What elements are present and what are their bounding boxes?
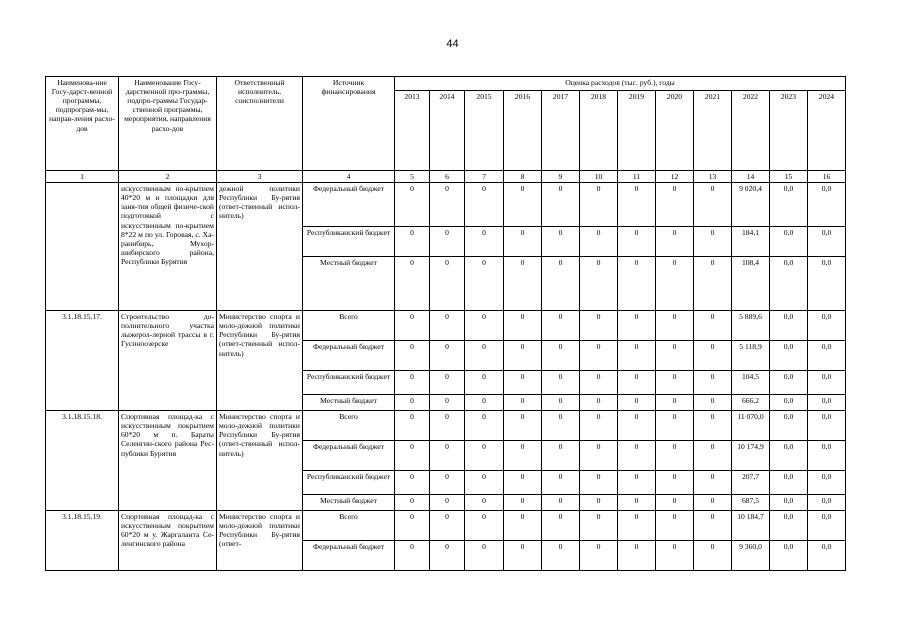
- expense-value: 0: [542, 411, 580, 441]
- expense-value: 0: [504, 257, 542, 311]
- expense-value: 0: [542, 495, 580, 511]
- expense-value: 0: [618, 511, 656, 541]
- expense-value: 687,5: [732, 495, 770, 511]
- activity-code: 3.1.18.15.19.: [46, 511, 119, 571]
- expense-value: 666,2: [732, 395, 770, 411]
- column-number: 11: [618, 171, 656, 183]
- expense-value: 0,0: [770, 395, 808, 411]
- expense-value: 0: [694, 471, 732, 495]
- expense-value: 0: [656, 411, 694, 441]
- expense-value: 0: [504, 183, 542, 227]
- expense-value: 11 070,0: [732, 411, 770, 441]
- expense-value: 0: [504, 441, 542, 471]
- expense-value: 0: [465, 495, 504, 511]
- expense-value: 0: [395, 227, 430, 257]
- activity-name: искусственным по-крытием 40*20 м и площадки для заня-тия общей физиче-ской подготовкой с искусственным по-крытием 8*22 м по ул. Горовая, с. Ха-ранибирь, Мухор-шибирского района, Республики Бурятия: [119, 183, 217, 311]
- expense-value: 0: [694, 395, 732, 411]
- funding-source: Всего: [303, 511, 395, 541]
- funding-source: Федеральный бюджет: [303, 183, 395, 227]
- column-number: 14: [732, 171, 770, 183]
- expense-value: 0,0: [808, 227, 846, 257]
- expense-value: 0,0: [770, 411, 808, 441]
- column-number: 13: [694, 171, 732, 183]
- expense-value: 0: [504, 541, 542, 571]
- expense-value: 0: [656, 257, 694, 311]
- funding-source: Всего: [303, 411, 395, 441]
- expense-value: 0: [542, 227, 580, 257]
- expense-value: 0: [580, 395, 618, 411]
- header-year: 2018: [580, 91, 618, 171]
- expense-value: 0: [694, 183, 732, 227]
- expense-value: 0,0: [770, 227, 808, 257]
- activity-code: [46, 183, 119, 311]
- expense-value: 0: [618, 471, 656, 495]
- expense-value: 0: [580, 411, 618, 441]
- expense-value: 0: [430, 341, 465, 371]
- expense-value: 0,0: [770, 341, 808, 371]
- column-number: 16: [808, 171, 846, 183]
- expense-value: 207,7: [732, 471, 770, 495]
- expense-value: 0: [395, 257, 430, 311]
- expense-value: 0,0: [808, 511, 846, 541]
- expense-value: 0,0: [808, 311, 846, 341]
- expense-value: 0: [430, 495, 465, 511]
- header-expense-estimate: Оценка расходов (тыс. руб.), годы: [395, 77, 846, 91]
- expense-value: 0,0: [808, 441, 846, 471]
- expense-value: 10 184,7: [732, 511, 770, 541]
- expense-value: 0: [618, 395, 656, 411]
- funding-source: Республиканский бюджет: [303, 371, 395, 395]
- expense-value: 0: [504, 411, 542, 441]
- expense-value: 0: [694, 541, 732, 571]
- column-number: 3: [217, 171, 303, 183]
- expense-value: 0: [580, 441, 618, 471]
- expense-value: 0: [504, 395, 542, 411]
- expense-value: 0: [504, 227, 542, 257]
- column-number: 4: [303, 171, 395, 183]
- header-funding-source: Источник финансирования: [303, 77, 395, 171]
- expense-value: 0: [580, 227, 618, 257]
- expense-value: 0: [465, 183, 504, 227]
- expense-value: 0: [395, 411, 430, 441]
- expense-value: 0: [542, 311, 580, 341]
- expense-value: 9 360,0: [732, 541, 770, 571]
- funding-source: Федеральный бюджет: [303, 541, 395, 571]
- column-number: 8: [504, 171, 542, 183]
- header-year: 2024: [808, 91, 846, 171]
- expense-value: 0: [430, 471, 465, 495]
- activity-name: Спортивная площад-ка с искусственным покрытием 60*20 м п. Бараты Селенгин-ского района Рес-публики Бурятия: [119, 411, 217, 511]
- expense-value: 184,1: [732, 227, 770, 257]
- activity-executor: дежной политики Республики Бу-рятия (ответ-ственный испол-нитель): [217, 183, 303, 311]
- expense-value: 0,0: [770, 541, 808, 571]
- header-year: 2014: [430, 91, 465, 171]
- expense-value: 0: [465, 257, 504, 311]
- expense-value: 0: [504, 495, 542, 511]
- expense-value: 0: [618, 411, 656, 441]
- expense-value: 9 020,4: [732, 183, 770, 227]
- table-row: [46, 311, 846, 341]
- expense-value: 0: [542, 341, 580, 371]
- expense-value: 0,0: [808, 371, 846, 395]
- expense-value: 0: [465, 227, 504, 257]
- expense-value: 0: [618, 227, 656, 257]
- expense-value: 0: [656, 183, 694, 227]
- expense-value: 0: [694, 257, 732, 311]
- expense-value: 0: [395, 371, 430, 395]
- table-row: [46, 411, 846, 441]
- expense-value: 0: [656, 341, 694, 371]
- expense-value: 0: [465, 541, 504, 571]
- expense-value: 0: [618, 183, 656, 227]
- expense-value: 0: [542, 511, 580, 541]
- column-number: 15: [770, 171, 808, 183]
- table-row: [46, 511, 846, 541]
- column-number: 2: [119, 171, 217, 183]
- expense-value: 10 174,9: [732, 441, 770, 471]
- expense-value: 0: [542, 471, 580, 495]
- expense-value: 0: [430, 183, 465, 227]
- expense-value: 0: [395, 395, 430, 411]
- expense-value: 5 118,9: [732, 341, 770, 371]
- expense-value: 0: [395, 541, 430, 571]
- expense-value: 0: [395, 495, 430, 511]
- funding-source: Федеральный бюджет: [303, 441, 395, 471]
- column-number: 7: [465, 171, 504, 183]
- expense-value: 0: [694, 227, 732, 257]
- expense-value: 0,0: [808, 257, 846, 311]
- table-row: [46, 183, 846, 227]
- expense-value: 0: [430, 541, 465, 571]
- expense-value: 0: [580, 341, 618, 371]
- expense-value: 0: [580, 495, 618, 511]
- expense-value: 0,0: [808, 183, 846, 227]
- expense-value: 0: [542, 441, 580, 471]
- header-executor: Ответственный исполнитель, соисполнители: [217, 77, 303, 171]
- expense-value: 0: [656, 511, 694, 541]
- expense-value: 0: [656, 395, 694, 411]
- expense-value: 0,0: [808, 541, 846, 571]
- expense-value: 0: [656, 371, 694, 395]
- activity-name: Строительство до-полнительного участка лыжерол-лерной трассы в г. Гусиноозерске: [119, 311, 217, 411]
- header-year: 2017: [542, 91, 580, 171]
- expense-value: 0: [618, 341, 656, 371]
- expense-value: 0: [656, 471, 694, 495]
- expense-value: 0: [694, 341, 732, 371]
- expense-value: 0: [395, 511, 430, 541]
- expense-value: 0: [580, 311, 618, 341]
- column-number: 12: [656, 171, 694, 183]
- expense-value: 0: [395, 471, 430, 495]
- header-year: 2021: [694, 91, 732, 171]
- expense-value: 0: [694, 311, 732, 341]
- expense-value: 0: [542, 371, 580, 395]
- activity-executor: Министерство спорта и моло-дежной политики Республики Бу-рятия (ответ-ственный испол-нитель): [217, 311, 303, 411]
- column-number: 5: [395, 171, 430, 183]
- expense-value: 5 889,6: [732, 311, 770, 341]
- column-number: 9: [542, 171, 580, 183]
- activity-code: 3.1.18.15.18.: [46, 411, 119, 511]
- expense-value: 0,0: [770, 371, 808, 395]
- expense-value: 0: [430, 371, 465, 395]
- expense-value: 0,0: [808, 495, 846, 511]
- expense-value: 0: [694, 511, 732, 541]
- activity-name: Спортивная площад-ка с искусственным покрытием 60*20 м у. Жаргаланта Се-ленгинского района: [119, 511, 217, 571]
- expense-value: 0: [618, 541, 656, 571]
- expense-value: 0: [694, 411, 732, 441]
- page-number: 44: [446, 38, 459, 50]
- funding-source: Местный бюджет: [303, 257, 395, 311]
- expense-value: 0: [430, 395, 465, 411]
- expense-value: 0: [395, 341, 430, 371]
- header-year: 2016: [504, 91, 542, 171]
- expense-value: 108,4: [732, 257, 770, 311]
- expense-value: 0: [618, 371, 656, 395]
- expense-value: 0: [656, 441, 694, 471]
- expense-value: 0: [465, 371, 504, 395]
- expense-value: 0: [542, 183, 580, 227]
- header-year: 2013: [395, 91, 430, 171]
- expense-value: 0: [504, 311, 542, 341]
- funding-source: Республиканский бюджет: [303, 471, 395, 495]
- expense-value: 0,0: [808, 395, 846, 411]
- expense-value: 0: [618, 495, 656, 511]
- expense-value: 0,0: [770, 511, 808, 541]
- expense-value: 0: [504, 471, 542, 495]
- expense-value: 0,0: [770, 495, 808, 511]
- expense-value: 0,0: [808, 341, 846, 371]
- expense-value: 0,0: [770, 441, 808, 471]
- expense-value: 0: [395, 441, 430, 471]
- expense-value: 0: [656, 541, 694, 571]
- expense-value: 0: [430, 411, 465, 441]
- header-year: 2022: [732, 91, 770, 171]
- expense-value: 0: [430, 257, 465, 311]
- expense-value: 0: [694, 495, 732, 511]
- activity-executor: Министерство спорта и моло-дежной политики Республики Бу-рятия (ответ-ственный испол-нитель): [217, 411, 303, 511]
- column-number: 6: [430, 171, 465, 183]
- expense-value: 0: [580, 511, 618, 541]
- funding-source: Местный бюджет: [303, 495, 395, 511]
- expense-value: 0: [504, 341, 542, 371]
- expense-value: 0: [465, 395, 504, 411]
- expense-value: 0: [580, 257, 618, 311]
- expense-value: 0: [504, 371, 542, 395]
- expense-value: 0: [542, 257, 580, 311]
- header-year: 2023: [770, 91, 808, 171]
- expense-value: 0,0: [770, 257, 808, 311]
- funding-source: Всего: [303, 311, 395, 341]
- column-number: 1: [46, 171, 119, 183]
- expense-value: 0,0: [770, 471, 808, 495]
- expense-value: 0: [465, 471, 504, 495]
- header-activity-name: Наименование Госу-дарственной про-граммы, подпро-граммы Государ-ственной программы, мероприятия, направления расхо-дов: [119, 77, 217, 171]
- expense-value: 0,0: [770, 183, 808, 227]
- expense-value: 0: [504, 511, 542, 541]
- expense-value: 0: [694, 441, 732, 471]
- expense-value: 0: [430, 441, 465, 471]
- expense-value: 0: [580, 471, 618, 495]
- activity-code: 3.1.18.15.17.: [46, 311, 119, 411]
- funding-source: Федеральный бюджет: [303, 341, 395, 371]
- expense-value: 0: [656, 227, 694, 257]
- expense-value: 104,5: [732, 371, 770, 395]
- expense-value: 0: [618, 441, 656, 471]
- activity-executor: Министерство спорта и моло-дежной политики Республики Бу-рятия (ответ-: [217, 511, 303, 571]
- expense-value: 0: [694, 371, 732, 395]
- funding-source: Местный бюджет: [303, 395, 395, 411]
- expense-value: 0,0: [770, 311, 808, 341]
- expense-value: 0: [465, 311, 504, 341]
- header-program-name: Наименова-ние Госу-дарст-венной программы, подпрограм-мы, направ-ления расхо-дов: [46, 77, 119, 171]
- budget-table: [45, 76, 846, 571]
- expense-value: 0: [430, 311, 465, 341]
- header-year: 2020: [656, 91, 694, 171]
- expense-value: 0: [465, 511, 504, 541]
- column-number: 10: [580, 171, 618, 183]
- expense-value: 0: [465, 411, 504, 441]
- expense-value: 0: [430, 511, 465, 541]
- expense-value: 0: [542, 395, 580, 411]
- expense-value: 0: [395, 311, 430, 341]
- expense-value: 0: [580, 541, 618, 571]
- expense-value: 0: [542, 541, 580, 571]
- expense-value: 0: [618, 311, 656, 341]
- header-year: 2019: [618, 91, 656, 171]
- expense-value: 0: [430, 227, 465, 257]
- funding-source: Республиканский бюджет: [303, 227, 395, 257]
- expense-value: 0: [656, 495, 694, 511]
- expense-value: 0,0: [808, 471, 846, 495]
- expense-value: 0: [656, 311, 694, 341]
- header-year: 2015: [465, 91, 504, 171]
- expense-value: 0: [580, 371, 618, 395]
- expense-value: 0: [395, 183, 430, 227]
- expense-value: 0,0: [808, 411, 846, 441]
- expense-value: 0: [465, 441, 504, 471]
- expense-value: 0: [580, 183, 618, 227]
- expense-value: 0: [618, 257, 656, 311]
- expense-value: 0: [465, 341, 504, 371]
